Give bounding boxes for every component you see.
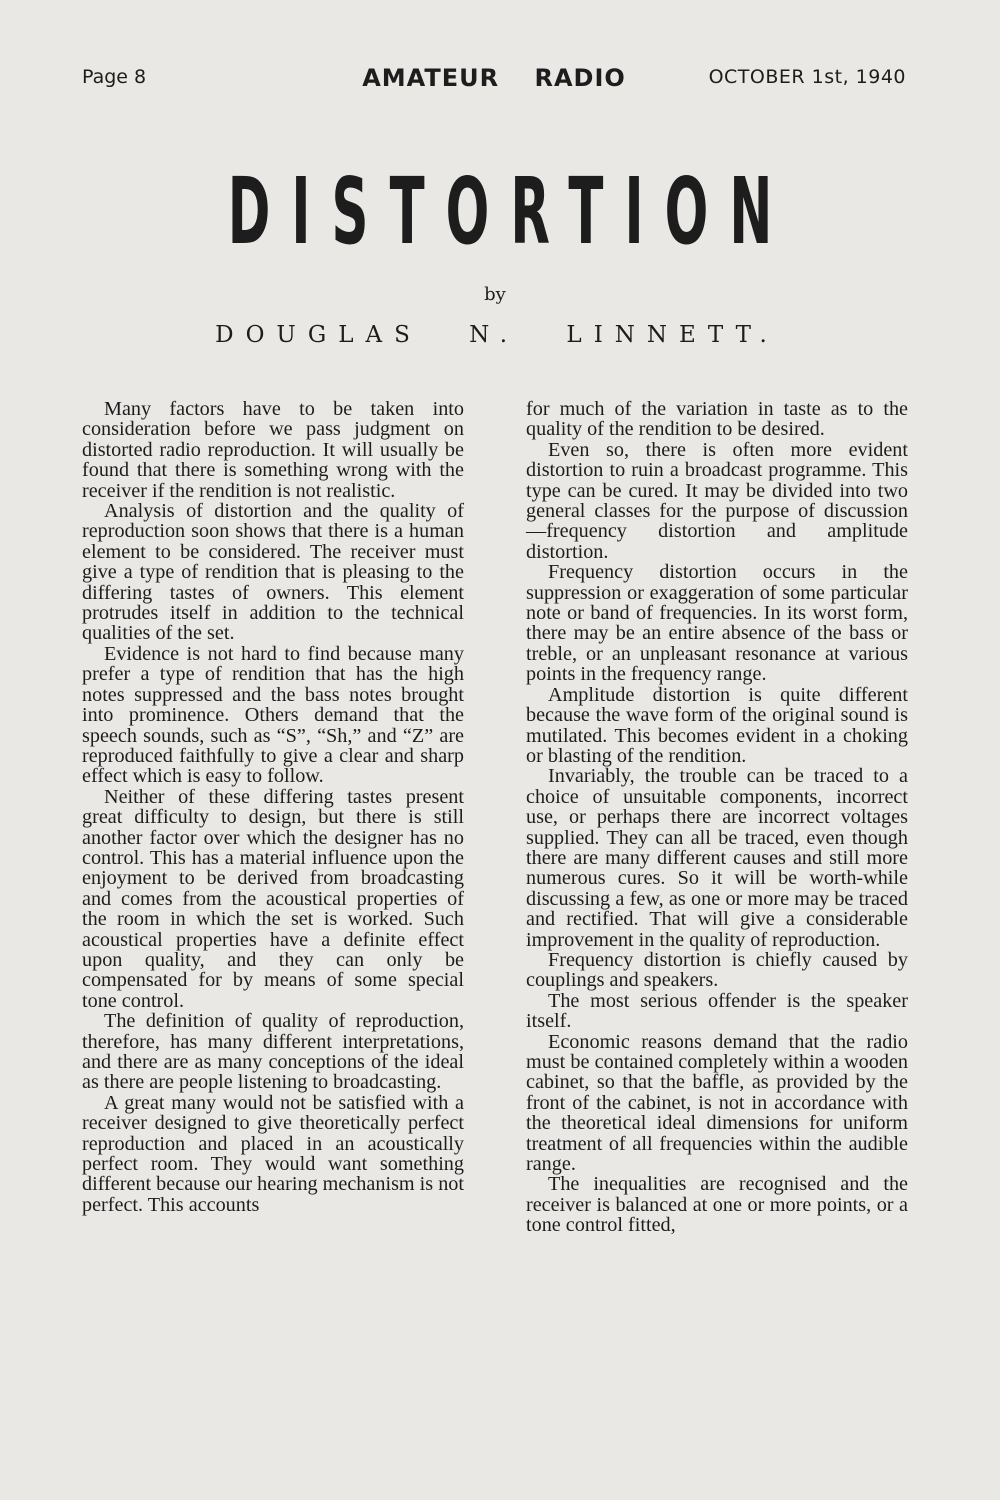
publication-name: AMATEUR RADIO [362, 64, 626, 92]
paragraph: A great many would not be satisfied with a receiver designed to give theoretically perfect reproduction and placed in an acoustically perfect room. They would want something different because our hearing mechanism is not perfect. This accounts [82, 1091, 464, 1216]
paragraph: Neither of these differing tastes present great difficulty to design, but there is still another factor over which the designer has no control. This has a material influence upon the enjoyment to be derived from broadcasting and comes from the acoustical properties of the room in which the set is worked. Such acoustical properties have a definite effect upon quality, and they can only be compensated for by means of some special tone control. [82, 785, 464, 1012]
paragraph: Economic reasons demand that the radio must be contained completely within a wooden cabinet, so that the baffle, as provided by the front of the cabinet, is not in accordance with the theoretical ideal dimensions for uniform treatment of all frequencies within the audible range. [526, 1030, 908, 1176]
paragraph: Evidence is not hard to find because many prefer a type of rendition that has the high notes suppressed and the bass notes brought into prominence. Others demand that the speech sounds, such as “S”, “Sh,” and “Z” are reproduced faithfully to give a clear and sharp effect which is easy to follow. [82, 642, 464, 788]
paragraph: The most serious offender is the speaker itself. [526, 989, 908, 1033]
paragraph: The definition of quality of reproduction, therefore, has many different interpretations, and there are as many conceptions of the ideal as there are people listening to broadcasting. [82, 1010, 464, 1094]
paragraph: Invariably, the trouble can be traced to a choice of unsuitable components, incorrect use, or perhaps there are incorrect voltages supplied. They can all be traced, even though there are many different causes and still more numerous cures. So it will be worth-while discussing a few, as one or more may be traced and rectified. That will give a considerable improvement in the quality of reproduction. [526, 765, 908, 951]
paragraph: Many factors have to be taken into consideration before we pass judgment on distorted radio reproduction. It will usually be found that there is something wrong with the receiver if the rendition is not realistic. [82, 398, 464, 502]
paragraph-continued: for much of the variation in taste as to the quality of the rendition to be desired. [526, 398, 908, 441]
paragraph: Analysis of distortion and the quality of reproduction soon shows that there is a human element to be considered. The receiver must give a type of rendition that is pleasing to the differing tastes of owners. This element protrudes itself in addition to the technical qualities of the set. [82, 500, 464, 645]
left-column [82, 399, 464, 1215]
article-title: DISTORTION [227, 158, 794, 265]
paragraph: Frequency distortion is chiefly caused by couplings and speakers. [526, 948, 908, 992]
right-column [526, 399, 908, 1236]
byline-by: by [484, 284, 506, 305]
paragraph: Frequency distortion occurs in the suppression or exaggeration of some particular note or band of frequencies. In its worst form, there may be an entire absence of the bass or treble, or an unpleasant resonance at various points in the frequency range. [526, 561, 908, 686]
paragraph: Amplitude distortion is quite different because the wave form of the original sound is mutilated. This becomes evident in a choking or blasting of the rendition. [526, 683, 908, 767]
page-number: Page 8 [82, 66, 147, 88]
paragraph: The inequalities are recognised and the receiver is balanced at one or more points, or a tone control fitted, [526, 1173, 908, 1237]
article-author: DOUGLAS N. LINNETT. [215, 322, 779, 348]
paragraph: Even so, there is often more evident distortion to ruin a broadcast programme. This type can be cured. It may be divided into two general classes for the purpose of discussion —frequency distortion and amplitude distortion. [526, 438, 908, 563]
issue-date: OCTOBER 1st, 1940 [708, 66, 906, 88]
page-header [82, 64, 906, 94]
